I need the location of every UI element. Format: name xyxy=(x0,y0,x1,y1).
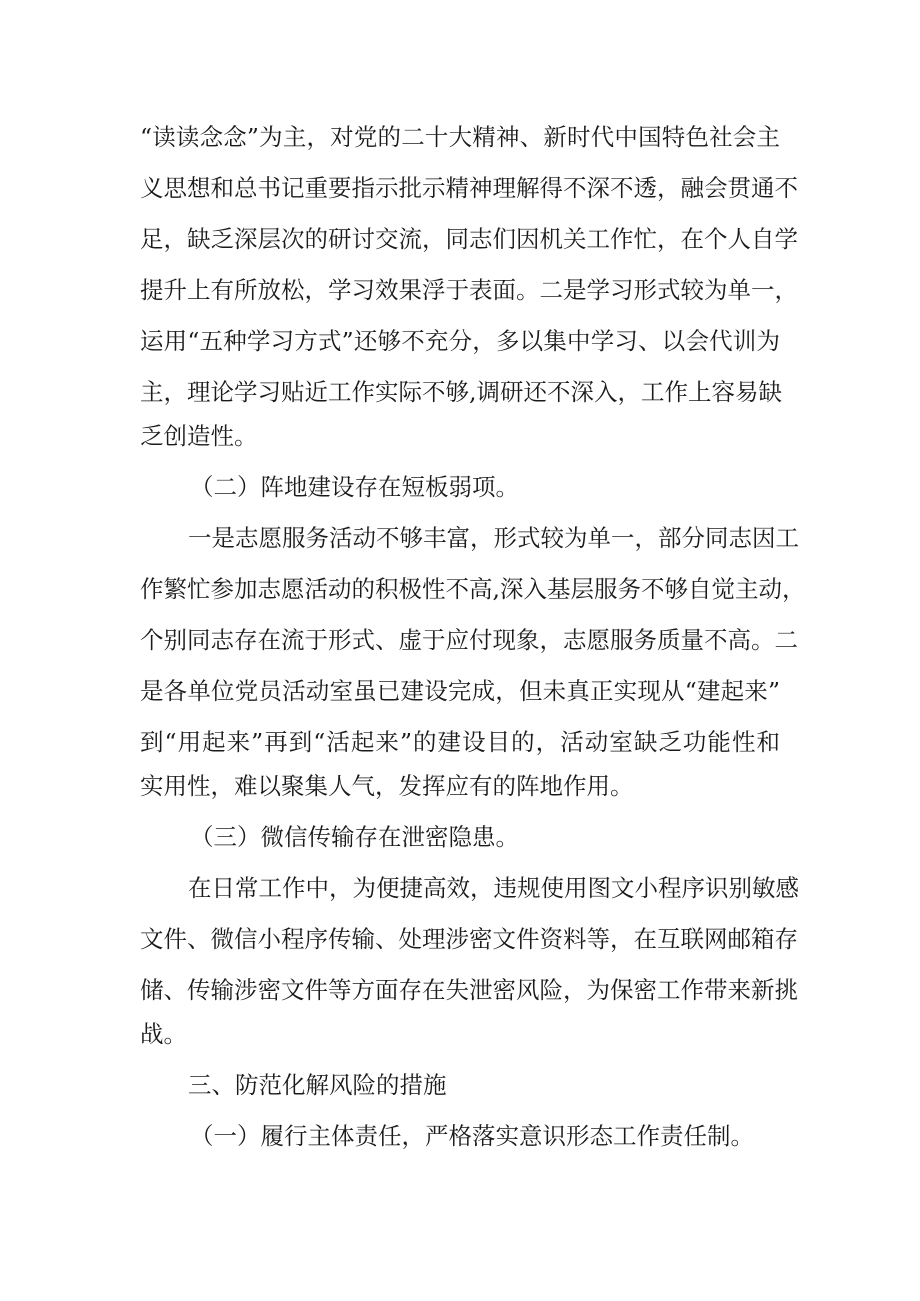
paragraph-line: 实用性，难以聚集人气，发挥应有的阵地作用。 xyxy=(140,772,634,800)
paragraph-line: 在日常工作中，为便捷高效，违规使用图文小程序识别敏感 xyxy=(188,874,799,902)
paragraph-line: 足，缺乏深层次的研讨交流，同志们因机关工作忙，在个人自学 xyxy=(140,225,798,253)
paragraph-line: 到“用起来”再到“活起来”的建设目的，活动室缺乏功能性和 xyxy=(140,728,780,756)
paragraph-line: 运用“五种学习方式”还够不充分，多以集中学习、以会代训为 xyxy=(140,327,780,355)
paragraph-line: 战。 xyxy=(140,1020,187,1048)
section-heading: 三、防范化解风险的措施 xyxy=(188,1071,447,1099)
paragraph-line: 提升上有所放松，学习效果浮于表面。二是学习形式较为单一， xyxy=(140,276,798,304)
paragraph-line: 是各单位党员活动室虽已建设完成，但未真正实现从“建起来” xyxy=(140,677,780,705)
paragraph-line: 储、传输涉密文件等方面存在失泄密风险，为保密工作带来新挑 xyxy=(140,976,798,1004)
paragraph-line: 文件、微信小程序传输、处理涉密文件资料等，在互联网邮箱存 xyxy=(140,925,798,953)
section-heading: （一）履行主体责任，严格落实意识形态工作责任制。 xyxy=(190,1122,754,1150)
paragraph-line: 一是志愿服务活动不够丰富，形式较为单一，部分同志因工 xyxy=(188,524,799,552)
paragraph-line: 乏创造性。 xyxy=(140,422,258,450)
paragraph-line: “读读念念”为主，对党的二十大精神、新时代中国特色社会主 xyxy=(140,123,780,151)
section-heading: （二）阵地建设存在短板弱项。 xyxy=(190,473,519,501)
section-heading: （三）微信传输存在泄密隐患。 xyxy=(190,823,519,851)
paragraph-line: 义思想和总书记重要指示批示精神理解得不深不透，融会贯通不 xyxy=(140,174,798,202)
paragraph-line: 个别同志存在流于形式、虚于应付现象，志愿服务质量不高。二 xyxy=(140,626,798,654)
paragraph-line: 作繁忙参加志愿活动的积极性不高,深入基层服务不够自觉主动， xyxy=(140,575,806,603)
paragraph-line: 主，理论学习贴近工作实际不够,调研还不深入，工作上容易缺 xyxy=(140,378,782,406)
